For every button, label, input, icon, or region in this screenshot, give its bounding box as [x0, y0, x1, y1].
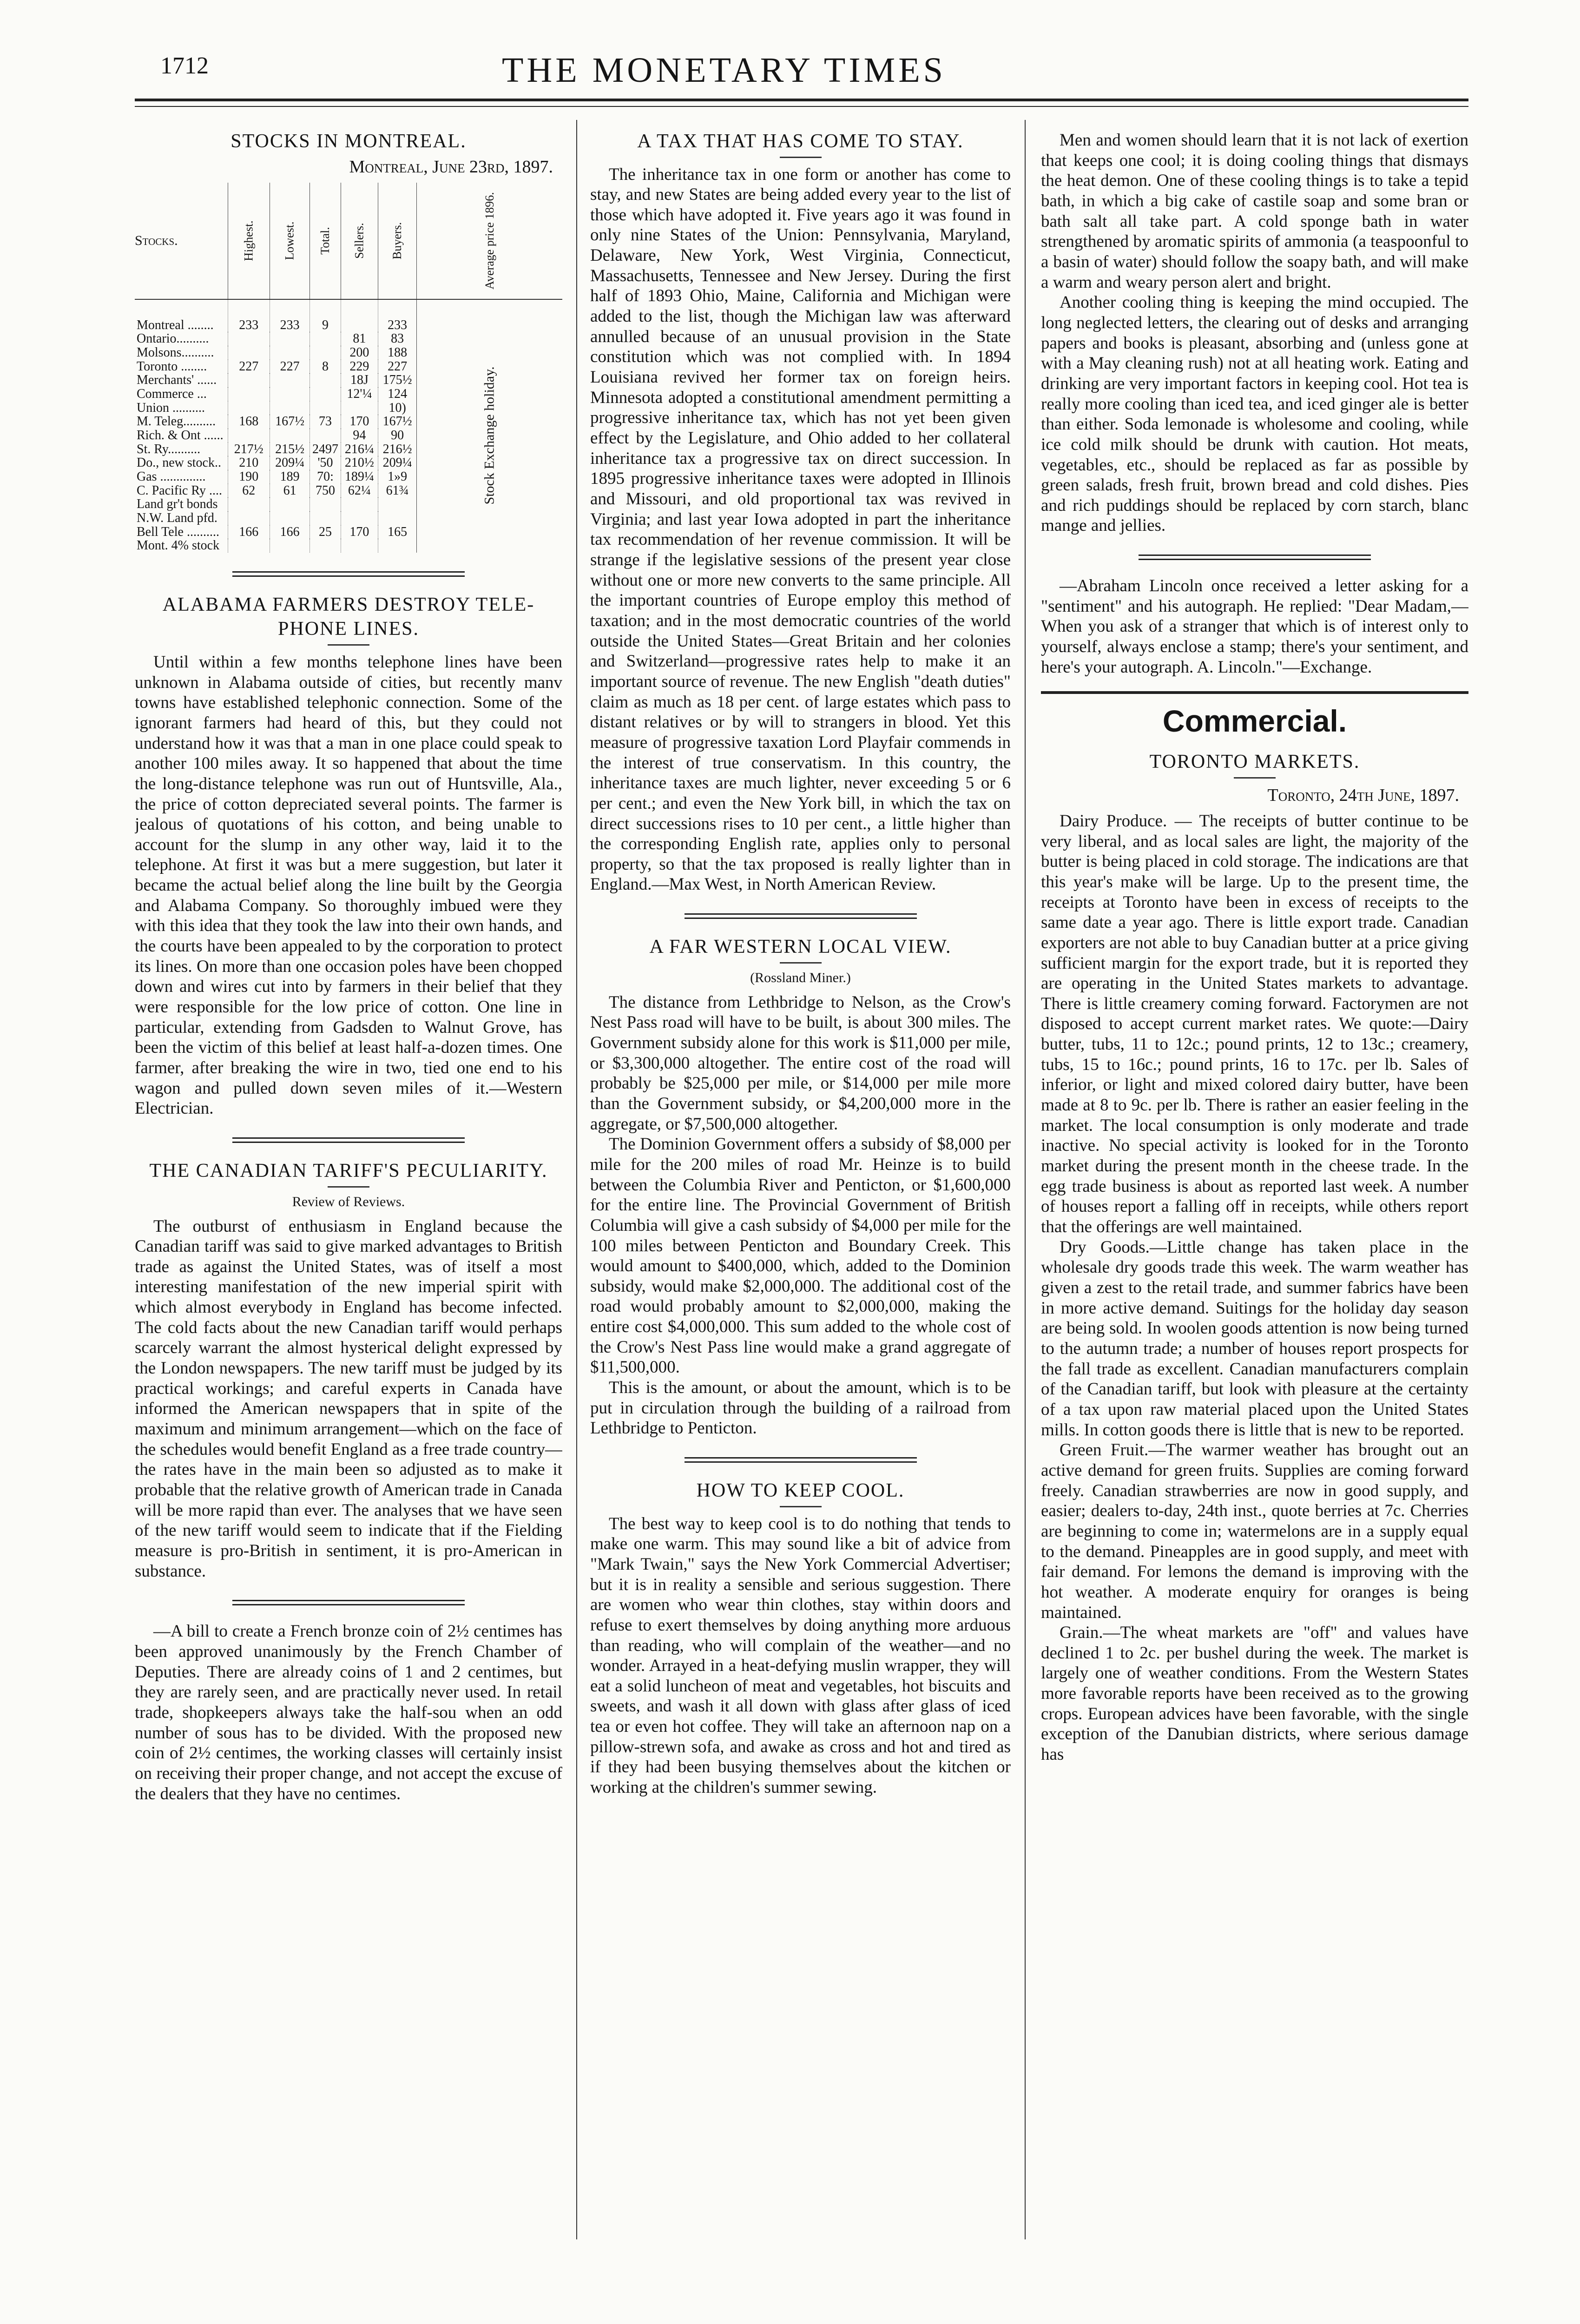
stock-value-cell: 217½	[228, 442, 270, 456]
stock-value-cell: 210	[228, 456, 270, 470]
stock-value-cell: 189	[270, 470, 310, 484]
stocks-title: STOCKS IN MONTREAL.	[230, 131, 467, 152]
stock-value-cell	[310, 429, 341, 442]
stock-value-cell: 83	[378, 332, 417, 346]
stock-value-cell: 227	[228, 360, 270, 374]
stock-value-cell: 750	[310, 484, 341, 498]
stock-value-cell: 190	[228, 470, 270, 484]
tax-text: The inheritance tax in one form or another has come to stay, and new States are being added every year to the list of those which have adopted it. Five years ago it was found in only nine States of the Union: Pennsylvania, Maryland, Delaware, New York, West Virginia, Connecticut, Massachusetts, Tennessee and New Jersey. During the first half of 1893 Ohio, Maine, California and Michigan were added to the list, though the Michigan law was afterward annulled because of an unusual provision in the State constitution which was not complied with. In 1894 Louisiana revived her former tax on foreign heirs. Minnesota adopted a constitutional amendment permitting a progressive inheritance tax, which has not yet been given effect by the Legislature, and Ohio added to her collateral inheritance tax a progressive tax on direct succession. In 1895 progressive inheritance taxes were adopted in Illinois and Missouri, and old proportional tax was revived in Virginia; and last year Iowa adopted in part the inheritance tax recommendation of her revenue commission. It will be strange if the legislative sessions of the present year close without one or more new converts to the same principle. All the important countries of Europe employ this method of taxation; and in the most democratic countries of the world outside the United States—Great Britain and her colonies and Switzerland—progressive rates help to make it an important source of revenue. The new English "death duties" claim as much as 18 per cent. of large estates which pass to distant relatives or by will to strangers in blood. Yet this measure of progressive taxation Lord Playfair commends in the interest of true conservatism. In this country, the inheritance taxes are much lighter, never exceeding 5 or 6 per cent.; and even the New York bill, in which the tax on direct successions rises to 10 per cent., a little higher than the corresponding English rate, applies only to personal property, so that the tax proposed is really lighter than in England.—Max West, in North American Review.	[590, 165, 1011, 894]
stock-value-cell: 70:	[310, 470, 341, 484]
stock-value-cell	[378, 511, 417, 525]
stock-value-cell	[228, 497, 270, 511]
stock-value-cell: 8	[310, 360, 341, 374]
column-separator	[1025, 120, 1026, 2239]
coin-text: —A bill to create a French bronze coin of 2½ centimes has been approved unanimously by the French Chamber of Deputies. There are already coins of 1 and 2 centimes, but they are rarely seen, and are practically never used. In retail trade, shopkeepers always take the half-sou when an odd number of sous has to be divided. With the proposed new coin of 2½ centimes, the working classes will certainly insist on receiving their proper change, and not accept the excuse of the dealers that they have no centimes.	[135, 1622, 562, 1803]
stock-value-cell	[270, 373, 310, 387]
stock-value-cell	[310, 373, 341, 387]
stock-value-cell: 215½	[270, 442, 310, 456]
stock-value-cell	[270, 346, 310, 360]
cool-text: The best way to keep cool is to do nothing that tends to make one warm. This may sound like a bit of advice from "Mark Twain," says the New York Commercial Advertiser; but it is in reality a sensible and serious suggestion. There are women who wear thin clothes, stay within doors and refuse to exert themselves by doing anything more arduous than reading, who will complain of the weather—and no wonder. Arrayed in a heat-defying muslin wrapper, they will eat a solid luncheon of meat and vegetables, hot biscuits and sweets, and wash it all down with glass after glass of iced tea or even hot coffee. They will take an afternoon nap on a pillow-strewn sofa, and awake as cross and hot and tired as if they had been busying themselves about the kitchen or working at the children's summer sewing.	[590, 1514, 1011, 1797]
stock-value-cell: 62¼	[341, 484, 378, 498]
masthead-title: THE MONETARY TIMES	[502, 51, 946, 90]
stock-value-cell: 81	[341, 332, 378, 346]
western-text-1: The distance from Lethbridge to Nelson, as the Crow's Nest Pass road will have to be built, is about 300 miles. The Government subsidy alone for this work is $11,000 per mile, or $3,300,000 altogether. The entire cost of the road will probably be $25,000 per mile, or $14,000 per mile more than the Government subsidy, or $4,200,000 more in the aggregate, or $7,500,000 altogether.	[590, 992, 1011, 1134]
stock-name-cell: Merchants' ......	[137, 373, 217, 388]
stock-value-cell: 210½	[341, 456, 378, 470]
stock-value-cell	[341, 539, 378, 553]
stock-value-cell: 209¼	[378, 456, 417, 470]
stock-value-cell	[378, 539, 417, 553]
stock-value-cell: 200	[341, 346, 378, 360]
stock-value-cell	[310, 539, 341, 553]
column-2	[590, 121, 1011, 2240]
headline-dash	[1234, 777, 1276, 779]
table-row	[135, 299, 562, 332]
stock-value-cell: 175½	[378, 373, 417, 387]
stock-name-cell: Do., new stock..	[137, 456, 221, 470]
western-headline: A FAR WESTERN LOCAL VIEW.	[649, 936, 952, 958]
stock-name-cell: Gas ..............	[137, 469, 206, 484]
dry-goods-text: Dry Goods.—Little change has taken place in the wholesale dry goods trade this week. The warm weather has given a zest to the retail trade, and summer fabrics have been in more active demand. Suitings for the holiday day season are being sold. In woolen goods attention is now being turned to the autumn trade; a number of houses report prospects for the fall trade as excellent. Canadian manufacturers complain of the Canadian tariff, but look with pleasure at the certainty of a tax upon raw material placed upon the United States mills. In cotton goods there is little that is new to be reported.	[1041, 1237, 1468, 1439]
stock-value-cell: 233	[228, 299, 270, 332]
stock-value-cell: 165	[378, 525, 417, 539]
cool-headline: HOW TO KEEP COOL.	[696, 1480, 905, 1502]
stock-value-cell: 2497	[310, 442, 341, 456]
section-divider	[1139, 555, 1371, 560]
stocks-table	[135, 183, 562, 553]
stock-value-cell: 61	[270, 484, 310, 498]
stock-value-cell	[228, 401, 270, 415]
holiday-note-text: Stock Exchange holiday.	[481, 366, 497, 505]
western-text-2: The Dominion Government offers a subsidy of $8,000 per mile for the 200 miles of road Mr. Heinze is to build between the Columbia River and Penticton, or $1,600,000 for the entire line. The Provincial Government of British Columbia will give a cash subsidy of $4,000 per mile for the 100 miles between Penticton and Boundary Creek. This would amount to $400,000, which, added to the Dominion subsidy, would make $2,000,000. The additional cost of the road would probably amount to $2,000,000, making the entire cost $4,000,000. This sum added to the whole cost of the Crow's Nest Pass line would make a grand aggregate of $11,500,000.	[590, 1135, 1011, 1377]
stock-value-cell	[341, 497, 378, 511]
section-divider	[232, 1600, 465, 1605]
tax-headline: A TAX THAT HAS COME TO STAY.	[637, 131, 964, 152]
tariff-source: Review of Reviews.	[292, 1194, 405, 1209]
column-header: Stocks.	[135, 183, 228, 299]
stock-value-cell: 61¾	[378, 484, 417, 498]
green-fruit-text: Green Fruit.—The warmer weather has brought out an active demand for green fruits. Supplies are coming forward freely. Canadian strawberries are now in good supply, and easier; dealers to-day, 24th inst., quote berries at 7c. Cherries are beginning to come in; watermelons are in a supply equal to the demand. Pineapples are in good supply, and meet with fair demand. For lemons the demand is improving with the hot weather. A moderate enquiry for oranges is being maintained.	[1041, 1440, 1468, 1622]
stock-exchange-holiday-note	[417, 299, 562, 553]
stock-value-cell	[310, 497, 341, 511]
section-divider	[685, 1457, 917, 1463]
stock-value-cell	[228, 539, 270, 553]
stock-value-cell: 170	[341, 415, 378, 429]
stock-value-cell: 94	[341, 429, 378, 442]
stock-name-cell: Ontario..........	[137, 331, 209, 346]
stock-value-cell: 167½	[378, 415, 417, 429]
stock-value-cell: 90	[378, 429, 417, 442]
page-number: 1712	[160, 53, 209, 79]
markets-subheading: TORONTO MARKETS.	[1149, 751, 1360, 773]
stock-name-cell: Union ..........	[137, 400, 205, 415]
stock-value-cell: 216¼	[341, 442, 378, 456]
lincoln-text: —Abraham Lincoln once received a letter asking for a "sentiment" and his autograph. He replied: "Dear Madam,—When you ask of a stranger that which is of interest only to yourself, always enclose a stamp; there's your sentiment, and here's your autograph. A. Lincoln."—Exchange.	[1041, 576, 1468, 677]
stock-value-cell	[228, 346, 270, 360]
stock-value-cell: '50	[310, 456, 341, 470]
stock-name-cell: Rich. & Ont ......	[137, 428, 224, 442]
stock-value-cell: 124	[378, 387, 417, 401]
column-3	[1041, 121, 1468, 2240]
stock-value-cell: 233	[378, 299, 417, 332]
stock-value-cell	[228, 511, 270, 525]
markets-dateline: Toronto, 24th June, 1897.	[1267, 785, 1459, 805]
stock-name-cell: M. Teleg..........	[137, 414, 216, 429]
column-header: Average price 1896.	[417, 183, 562, 299]
stock-value-cell	[270, 497, 310, 511]
column-1	[135, 121, 562, 2194]
stock-value-cell	[228, 387, 270, 401]
stock-value-cell	[310, 401, 341, 415]
stock-value-cell	[310, 387, 341, 401]
stock-value-cell	[270, 511, 310, 525]
headline-dash	[780, 962, 822, 964]
stock-value-cell: 188	[378, 346, 417, 360]
stock-name-cell: C. Pacific Ry ....	[137, 483, 222, 498]
stock-value-cell: 209¼	[270, 456, 310, 470]
header-rule-thick	[135, 99, 1468, 101]
column-header: Total.	[310, 183, 341, 299]
stocks-table-body	[135, 299, 562, 553]
column-header: Sellers.	[341, 183, 378, 299]
stock-value-cell	[270, 401, 310, 415]
alabama-text: Until within a few months telephone lines have been unknown in Alabama outside of cities, but recently manv towns have established telephonic connection. Some of the ignorant farmers had heard of this, but they could not understand how it was that a man in one place could speak to another 100 miles away. It so happened that about the time the long-distance telephone was run out of Huntsville, Ala., the price of cotton depreciated several points. The farmer is jealous of quotations of his cotton, and being unable to account for the slump in any other way, laid it to the telephone. At first it was but a mere suggestion, but later it became the actual belief along the line built by the Georgia and Alabama Company. So thoroughly imbued were they with this idea that they took the law into their own hands, and the courts have been appealed to by the corporation to protect its lines. On more than one occasion poles have been chopped down and wires cut into by farmers in their belief that they were responsible for the low price of cotton. One line in particular, extending from Gadsden to Walnut Grove, has been the victim of this belief at least half-a-dozen times. One farmer, after breaking the wire in two, tied one end to his wagon and pulled down seven miles of it.—Western Electrician.	[135, 652, 562, 1118]
stock-value-cell: 166	[228, 525, 270, 539]
stock-value-cell: 189¼	[341, 470, 378, 484]
stock-value-cell: 62	[228, 484, 270, 498]
stock-value-cell: 216½	[378, 442, 417, 456]
column-separator	[576, 120, 577, 2239]
commercial-rule	[1041, 691, 1468, 694]
stock-value-cell: 166	[270, 525, 310, 539]
section-divider	[685, 913, 917, 919]
stock-name-cell: Land gr't bonds	[137, 497, 218, 512]
tariff-text: The outburst of enthusiasm in England because the Canadian tariff was said to give marked advantages to British trade as against the United States, was of itself a most interesting manifestation of the new imperial spirit with which almost everybody in England has become infected. The cold facts about the new Canadian tariff would perhaps scarcely warrant the almost hysterical delight expressed by the London newspapers. The new tariff must be judged by its practical workings; and careful experts in Canada have informed the American newspapers that in spite of the maximum and minimum arrangement—which on the face of the schedules would benefit England as a free trade country—the rates have in the main been so adjusted as to make it probable that the relative growth of American trade in Canada will be more rapid than ever. The analyses that we have seen of the new tariff would seem to indicate that if the Fielding measure is pro-British in sentiment, it is pro-American in substance.	[135, 1216, 562, 1581]
dairy-produce-text: Dairy Produce. — The receipts of butter continue to be very liberal, and as local sales are light, the majority of the butter is being placed in cold storage. The indications are that this year's make will be large. Up to the present time, the receipts at Toronto have been in excess of receipts to the same date a year ago. There is little export trade. Canadian exporters are not able to buy Canadian butter at a price giving sufficient margin for the export trade, but it is reported they are operating in the United States markets to advantage. There is little creamery coming forward. Factorymen are not disposed to accept current market rates. We quote:—Dairy butter, tubs, 11 to 12c.; pound prints, 12 to 13c.; creamery, tubs, 15 to 16c.; pound prints, 16 to 17c. per lb. Sales of inferior, or light and mixed colored dairy butter, have been made at 8 to 9c. per lb. There is rather an easier feeling in the market. The local consumption is only moderate and trade inactive. No special activity is looked for in the Toronto market during the present month in the cheese trade. In the egg trade business is about as reported last week. A number of houses report a falling off in receipts, while others report that the offerings are well maintained.	[1041, 811, 1468, 1237]
headline-dash	[780, 157, 822, 158]
western-text-3: This is the amount, or about the amount, which is to be put in circulation through the building of a railroad from Lethbridge to Penticton.	[590, 1378, 1011, 1438]
headline-dash	[328, 1186, 369, 1188]
stock-value-cell	[228, 373, 270, 387]
stock-value-cell: 167½	[270, 415, 310, 429]
stock-value-cell	[341, 511, 378, 525]
alabama-headline: ALABAMA FARMERS DESTROY TELE-PHONE LINES.	[162, 594, 535, 640]
column-header: Highest.	[228, 183, 270, 299]
stock-value-cell: 18J	[341, 373, 378, 387]
stock-value-cell	[228, 429, 270, 442]
section-divider	[232, 1137, 465, 1143]
stock-value-cell	[378, 497, 417, 511]
column-header: Buyers.	[378, 183, 417, 299]
stock-value-cell	[310, 332, 341, 346]
stock-name-cell: Mont. 4% stock	[137, 538, 220, 553]
stock-name-cell: Montreal ........	[137, 317, 214, 332]
stock-value-cell	[270, 387, 310, 401]
stock-value-cell	[270, 539, 310, 553]
stock-value-cell	[270, 429, 310, 442]
tariff-headline: THE CANADIAN TARIFF'S PECULIARITY.	[149, 1160, 548, 1182]
stock-value-cell: 9	[310, 299, 341, 332]
column-header: Lowest.	[270, 183, 310, 299]
stock-value-cell	[341, 299, 378, 332]
stock-value-cell	[310, 511, 341, 525]
headline-dash	[328, 644, 369, 646]
stock-value-cell: 168	[228, 415, 270, 429]
stock-name-cell: Molsons..........	[137, 345, 214, 360]
stock-value-cell: 233	[270, 299, 310, 332]
stock-name-cell: St. Ry..........	[137, 442, 201, 456]
stock-value-cell	[310, 346, 341, 360]
stock-value-cell: 227	[270, 360, 310, 374]
stock-name-cell: Bell Tele ..........	[137, 524, 219, 539]
stock-value-cell	[270, 332, 310, 346]
stock-value-cell: 10)	[378, 401, 417, 415]
cool-continued-1: Men and women should learn that it is not lack of exertion that keeps one cool; it is doing cooling things that dismays the heat demon. One of these cooling things is to take a tepid bath, in which a big cake of castile soap and some bran or bath salt all take part. A cold sponge bath in water strengthened by aromatic spirits of ammonia (a teaspoonful to a basin of water) should follow the soapy bath, and will make a warm and weary person alert and bright.	[1041, 131, 1468, 292]
stock-value-cell: 229	[341, 360, 378, 374]
western-source: (Rossland Miner.)	[750, 970, 851, 985]
stock-value-cell: 227	[378, 360, 417, 374]
header-rule-thin	[135, 106, 1468, 107]
commercial-heading: Commercial.	[1162, 704, 1347, 739]
section-divider	[232, 571, 465, 577]
stocks-dateline: Montreal, June 23rd, 1897.	[349, 157, 553, 177]
headline-dash	[780, 1506, 822, 1507]
stock-name-cell: Commerce ...	[137, 386, 207, 401]
stock-value-cell	[341, 401, 378, 415]
stock-value-cell: 1»9	[378, 470, 417, 484]
stock-value-cell: 170	[341, 525, 378, 539]
stock-value-cell: 12'¼	[341, 387, 378, 401]
stock-name-cell: N.W. Land pfd.	[137, 510, 217, 525]
stock-value-cell: 73	[310, 415, 341, 429]
stock-value-cell	[228, 332, 270, 346]
grain-text: Grain.—The wheat markets are "off" and values have declined 1 to 2c. per bushel during the week. The market is largely one of weather conditions. From the Western States more favorable reports have been received as to the growing crops. European advices have been favorable, with the single exception of the Danubian districts, where serious damage has	[1041, 1623, 1468, 1764]
cool-continued-2: Another cooling thing is keeping the mind occupied. The long neglected letters, the clearing out of desks and arranging papers and books is pleasant, absorbing and (unless gone at with a May cleaning rush) not at all heating work. Eating and drinking are very important factors in keeping cool. Hot tea is really more cooling than iced tea, and iced ginger ale is better than either. Soda lemonade is wholesome and cooling, while ice cold milk should be drunk with caution. Hot meats, vegetables, etc., should be replaced as far as possible by green salads, fresh fruit, brown bread and cold dishes. Pies and rich puddings should be replaced by corn starch, blanc mange and jellies.	[1041, 293, 1468, 535]
stock-name-cell: Toronto ........	[137, 359, 207, 374]
stock-value-cell: 25	[310, 525, 341, 539]
